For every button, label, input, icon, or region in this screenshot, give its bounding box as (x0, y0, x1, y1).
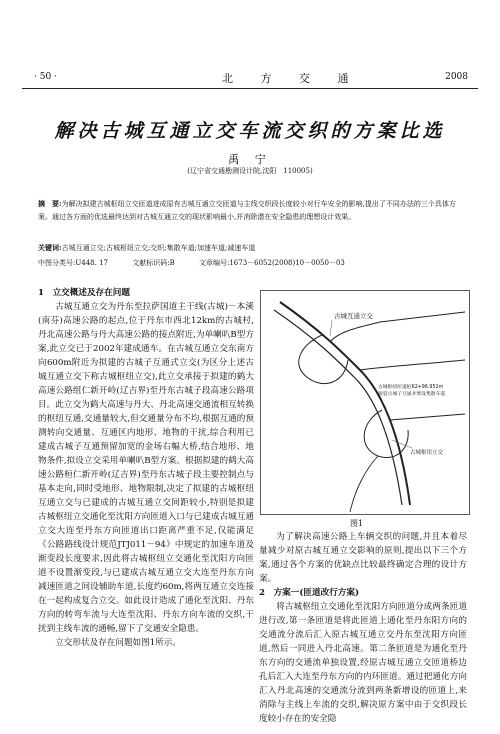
article-author: 禹 宁 (228, 153, 272, 166)
body-paragraph: 为了解决高速公路上车辆交织的问题,并且本着尽量减少对原古城互通立交影响的原则,提出以下三个方案,通过各个方案的优缺点比较最终确定合理的设计方案。 (259, 532, 467, 584)
journal-name: 北 方 交 通 (222, 72, 361, 85)
page-header (22, 70, 478, 86)
right-column (259, 530, 467, 726)
keywords-block (38, 243, 464, 253)
figure-label-top: 古城互通立交 (334, 312, 373, 320)
section-heading-1: 1 立交概述及存在问题 (38, 288, 130, 298)
keywords-label: 关键词: (38, 243, 62, 252)
document-code: 文献标识码:B (132, 259, 175, 267)
abstract-label: 摘 要: (38, 199, 62, 208)
body-paragraph: 古城互通立交为丹东至拉萨国道主干线(古城)－本溪(南芬)高速公路的起点,位于丹东市西北12km的古城村,丹北高速公路与丹大高速公路的接点附近,为单喇叭B型方案,此立交已于2002年建成通车。在古城互通立交东南方向600m附近为拟建的古城子互通式立交(为区分上述古城互通立交下称古城枢纽立交),此立交承接于拟建的鹤大高速公路组仁新开岭(辽吉界)至丹东古城子段高速公路项目。此立交为鹤大高速与丹大、丹北高速交通流相互转换的枢纽互通,交通量较大,但交通量分布不均,根据互通的预测转向交通量、互通区内地形、地物的干扰,综合利用已建成古城子互通预留加宽的金场右幅大桥,结合地形、地物条件,拟设立交采用单喇叭B型方案。根据拟建的鹤大高速公路桓仁新开岭(辽吉界)至丹东古城子段主要控制点与基本走向,同时受地形、地物限制,决定了拟建的古城枢纽互通立交与已建成的古城互通立交间距较小,特别是拟建古城枢纽立交通化至沈阳方向匝道入口与已建成古城互通立交大连至丹东方向匝道出口距离严重不足,仅能满足《公路路线设计规范JTJ011－94》中规定的加速车道及渐变段长度要求,因此将古城枢纽立交通化至沈阳方向匝道不设置渐变段,与已建成古城互通立交大连至丹东方向减速匝道之间设辅助车道,长度约60m,将两互通立交连接在一起构成复合立交。如此设计造成了通化至沈阳、丹东方向的转弯车流与大连至沈阳、丹东方向车流的交织,干扰到主线车流的通畅,留下了交通安全隐患。 (38, 302, 254, 634)
issue-year: 2008 (445, 72, 468, 82)
article-title: 解决古城互通立交车流交织的方案比选 (54, 120, 446, 142)
keywords-text: 古城互通立交;古城枢纽立交;交织;集散车道;加速车道;减速车道 (61, 244, 256, 252)
figure-label-bottom: 古城枢纽立交 (410, 450, 444, 456)
header-rule (22, 88, 478, 89)
body-paragraph: 将古城枢纽立交通化至沈阳方向匝道分成两条匝道进行改,第一条匝道是将此匝道上通化至丹东阳方向的交通流分流后汇入原古城互通立交丹东至沈阳方向匝道,然后一同进入丹北高速。第二条匝道是为通化至丹东方向的交通流单独设置,经原古城互通立交匝道桥边孔后汇入大连至丹东方向的内环匝道。通过把通化方向汇入丹北高速的交通流分流到两条新增设的匝道上,来消除与主线上车流的交织,解决原方案中由于交织段长度较小存在的安全隐 (259, 602, 467, 724)
section-heading-2: 2 方案一(匝道改行方案) (259, 588, 360, 598)
author-affiliation: (辽宁省交通勘测设计院,沈阳 110005) (187, 167, 313, 175)
figure-label-mid-1: 古城枢纽匝道桩K2+96.952m (378, 385, 444, 390)
figure-label-mid-2: 接驳古城子互通并增设集散车道 (378, 392, 446, 397)
interchange-figure (260, 290, 470, 515)
classification-line (38, 258, 464, 268)
figure-caption: 图1 (350, 519, 364, 528)
abstract-text: 为解决拟建古城枢纽立交匝道进成原有古城互通立交匝道与主线交织段长度较小对行车安全的影响,提出了不同办法的三个具体方案。通过各方面的优选最终达到对古城互通立交的现状影响最小,并消除潜在安全隐患的理想设计效果。 (38, 200, 456, 221)
abstract-block (38, 197, 464, 224)
body-paragraph: 立交形状及存在问题如图1所示。 (55, 638, 181, 648)
clc-number: 中图分类号:U448. 17 (38, 259, 108, 267)
left-column (38, 286, 254, 650)
page-number: · 50 · (34, 72, 57, 82)
article-number: 文章编号:1673－6052(2008)10－0050－03 (198, 259, 345, 267)
